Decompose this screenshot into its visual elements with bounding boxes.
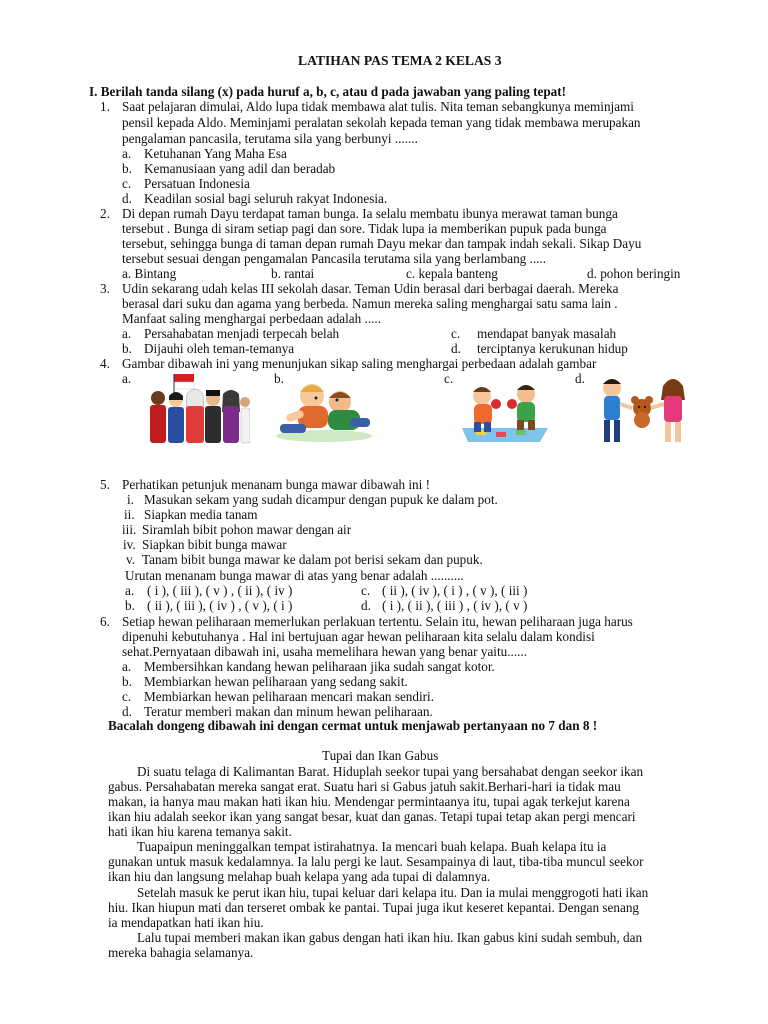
- story-line: Di suatu telaga di Kalimantan Barat. Hiduplah seekor tupai yang bersahabat dengan seekor ikan: [137, 764, 644, 779]
- q2-option: b. rantai: [271, 266, 315, 281]
- q5-option-letter: a.: [125, 583, 135, 598]
- q1-option-letter: c.: [122, 176, 132, 191]
- q1-option-text: Ketuhanan Yang Maha Esa: [144, 146, 287, 161]
- q5-text-line: Perhatikan petunjuk menanam bunga mawar dibawah ini !: [122, 477, 430, 492]
- q2-number: 2.: [100, 206, 110, 221]
- people-diversity-illustration: [146, 372, 250, 446]
- q3-text-line: Udin sekarang udah kelas III sekolah dasar. Teman Udin berasal dari berbagai daerah. Mereka: [122, 281, 619, 296]
- q3-option-letter: d.: [451, 341, 461, 356]
- q5-option-letter: d.: [361, 598, 371, 613]
- q6-option-letter: c.: [122, 689, 132, 704]
- q6-text-line: dipenuhi kebutuhanya . Hal ini bertujuan agar hewan peliharaan kita selalu dalam kondisi: [122, 629, 595, 644]
- q6-text-line: sehat.Pernyataan dibawah ini, usaha memelihara hewan yang benar yaitu......: [122, 644, 528, 659]
- q1-text-line: Saat pelajaran dimulai, Aldo lupa tidak membawa alat tulis. Nita teman sebangkunya meminjami: [122, 99, 634, 114]
- q5-step-number: iv.: [123, 537, 136, 552]
- q6-option-text: Membiarkan hewan peliharaan yang sedang sakit.: [144, 674, 408, 689]
- q4-option-letter: b.: [274, 371, 284, 386]
- q1-text-line: pengalaman pancasila, terutama sila yang berbunyi .......: [122, 131, 418, 146]
- q6-text-line: Setiap hewan peliharaan memerlukan perlakuan tertentu. Selain itu, hewan peliharaan juga harus: [122, 614, 633, 629]
- q3-option-text: Persahabatan menjadi terpecah belah: [144, 326, 340, 341]
- q5-step-number: ii.: [124, 507, 135, 522]
- q2-option: c. kepala banteng: [406, 266, 498, 281]
- q2-option: d. pohon beringin: [587, 266, 681, 281]
- story-line: mereka bahagia selamanya.: [108, 945, 254, 960]
- q5-option-letter: c.: [361, 583, 371, 598]
- story-line: gunakan untuk masuk kedalamnya. Ia lalu pergi ke laut. Sesampainya di laut, tiba-tiba muncul seekor: [108, 854, 644, 869]
- q1-number: 1.: [100, 99, 110, 114]
- q5-option-text: ( i ), ( ii ), ( iii ) , ( iv ), ( v ): [382, 598, 528, 613]
- q5-step-text: Masukan sekam yang sudah dicampur dengan pupuk ke dalam pot.: [144, 492, 498, 507]
- section-heading: I. Berilah tanda silang (x) pada huruf a, b, c, atau d pada jawaban yang paling tepat!: [89, 84, 567, 99]
- q3-text-line: berasal dari suku dan agama yang berbeda. Namun mereka saling menghargai satu sama lain .: [122, 296, 618, 311]
- q3-number: 3.: [100, 281, 110, 296]
- q3-option-letter: b.: [122, 341, 132, 356]
- q5-question: Urutan menanam bunga mawar di atas yang benar adalah ..........: [125, 568, 464, 583]
- q5-option-text: ( ii ), ( iv ), ( i ) , ( v ), ( iii ): [382, 583, 528, 598]
- kids-tug-teddy-illustration: [598, 374, 688, 446]
- q5-option-letter: b.: [125, 598, 135, 613]
- story-line: makan, ia hanya mau makan hati ikan hiu. Mendengar permintaanya itu, tupai agak terkejut karena: [108, 794, 630, 809]
- q5-step-text: Siapkan media tanam: [144, 507, 258, 522]
- story-line: Lalu tupai memberi makan ikan gabus dengan hati ikan hiu. Ikan gabus kini sudah sembuh, dan: [137, 930, 643, 945]
- q6-option-text: Teratur memberi makan dan minum hewan peliharaan.: [144, 704, 433, 719]
- q3-option-text: Dijauhi oleh teman-temanya: [144, 341, 295, 356]
- q3-text-line: Manfaat saling menghargai perbedaan adalah .....: [122, 311, 382, 326]
- q6-option-text: Membersihkan kandang hewan peliharaan jika sudah sangat kotor.: [144, 659, 495, 674]
- story-title: Tupai dan Ikan Gabus: [322, 748, 439, 763]
- q2-text-line: tersebut, sehingga bunga di taman depan rumah Dayu mekar dan tampak indah sekali. Sikap Dayu: [122, 236, 642, 251]
- q4-number: 4.: [100, 356, 110, 371]
- q4-option-letter: c.: [444, 371, 454, 386]
- q6-option-letter: b.: [122, 674, 132, 689]
- q1-option-letter: b.: [122, 161, 132, 176]
- q1-option-letter: a.: [122, 146, 132, 161]
- story-line: ia mendapatkan hati ikan hiu.: [108, 915, 264, 930]
- q4-option-letter: a.: [122, 371, 132, 386]
- story-line: Tuapaipun meninggalkan tempat istirahatnya. Ia mencari buah kelapa. Buah kelapa itu ia: [137, 839, 607, 854]
- q6-option-text: Membiarkan hewan peliharaan mencari makan sendiri.: [144, 689, 435, 704]
- q5-step-text: Siapkan bibit bunga mawar: [142, 537, 287, 552]
- story-line: hiu. Ikan hiupun mati dan terseret ombak ke pantai. Tupai juga ikut keseret kepantai. Dengan senang: [108, 900, 640, 915]
- q5-step-text: Tanam bibit bunga mawar ke dalam pot berisi sekam dan pupuk.: [142, 552, 483, 567]
- story-line: Setelah masuk ke perut ikan hiu, tupai keluar dari kelapa itu. Dan ia mulai menggrogoti hati ikan: [137, 885, 649, 900]
- q4-text-line: Gambar dibawah ini yang menunjukan sikap saling menghargai perbedaan adalah gambar: [122, 356, 597, 371]
- q3-option-letter: c.: [451, 326, 461, 341]
- q2-text-line: Di depan rumah Dayu terdapat taman bunga. Ia selalu membatu ibunya merawat taman bunga: [122, 206, 618, 221]
- q5-number: 5.: [100, 477, 110, 492]
- story-line: ikan hiu dan langsung melahap buah kelapa yang ada tupai di dalamnya.: [108, 869, 491, 884]
- story-line: gabus. Persahabatan mereka sangat erat. Suatu hari si Gabus jatuh sakit.Berhari-hari ia tidak mau: [108, 779, 621, 794]
- q1-option-text: Persatuan Indonesia: [144, 176, 250, 191]
- story-line: hati ikan hiu karena temanya sakit.: [108, 824, 292, 839]
- q6-option-letter: a.: [122, 659, 132, 674]
- q6-number: 6.: [100, 614, 110, 629]
- kids-boxing-illustration: [456, 374, 552, 444]
- story-instruction: Bacalah dongeng dibawah ini dengan cermat untuk menjawab pertanyaan no 7 dan 8 !: [108, 718, 598, 733]
- q2-option: a. Bintang: [122, 266, 177, 281]
- q1-option-text: Kemanusiaan yang adil dan beradab: [144, 161, 336, 176]
- q1-option-text: Keadilan sosial bagi seluruh rakyat Indonesia.: [144, 191, 388, 206]
- children-fighting-illustration: [272, 378, 376, 444]
- q5-option-text: ( i ), ( iii ), ( v ) , ( ii ), ( iv ): [147, 583, 293, 598]
- q3-option-text: terciptanya kerukunan hidup: [477, 341, 628, 356]
- q1-text-line: pensil kepada Aldo. Meminjami peralatan sekolah kepada teman yang tidak membawa merupakan: [122, 115, 641, 130]
- q2-text-line: tersebut sesuai dengan pengamalan Pancasila terutama sila yang berlambang .....: [122, 251, 547, 266]
- q5-step-number: v.: [126, 552, 136, 567]
- q5-step-number: iii.: [122, 522, 137, 537]
- q5-option-text: ( ii ), ( iii ), ( iv ) , ( v ), ( i ): [147, 598, 293, 613]
- q1-option-letter: d.: [122, 191, 132, 206]
- page-title: LATIHAN PAS TEMA 2 KELAS 3: [298, 53, 502, 68]
- q5-step-number: i.: [127, 492, 134, 507]
- story-line: ikan hiu adalah seekor ikan yang sangat besar, kuat dan ganas. Tetapi tupai tetap akan pergi mencari: [108, 809, 636, 824]
- q3-option-letter: a.: [122, 326, 132, 341]
- q5-step-text: Siramlah bibit pohon mawar dengan air: [142, 522, 352, 537]
- q3-option-text: mendapat banyak masalah: [477, 326, 617, 341]
- q6-option-letter: d.: [122, 704, 132, 719]
- q2-text-line: tersebut . Bunga di siram setiap pagi dan sore. Tidak lupa ia memberikan pupuk pada bunga: [122, 221, 607, 236]
- q4-option-letter: d.: [575, 371, 585, 386]
